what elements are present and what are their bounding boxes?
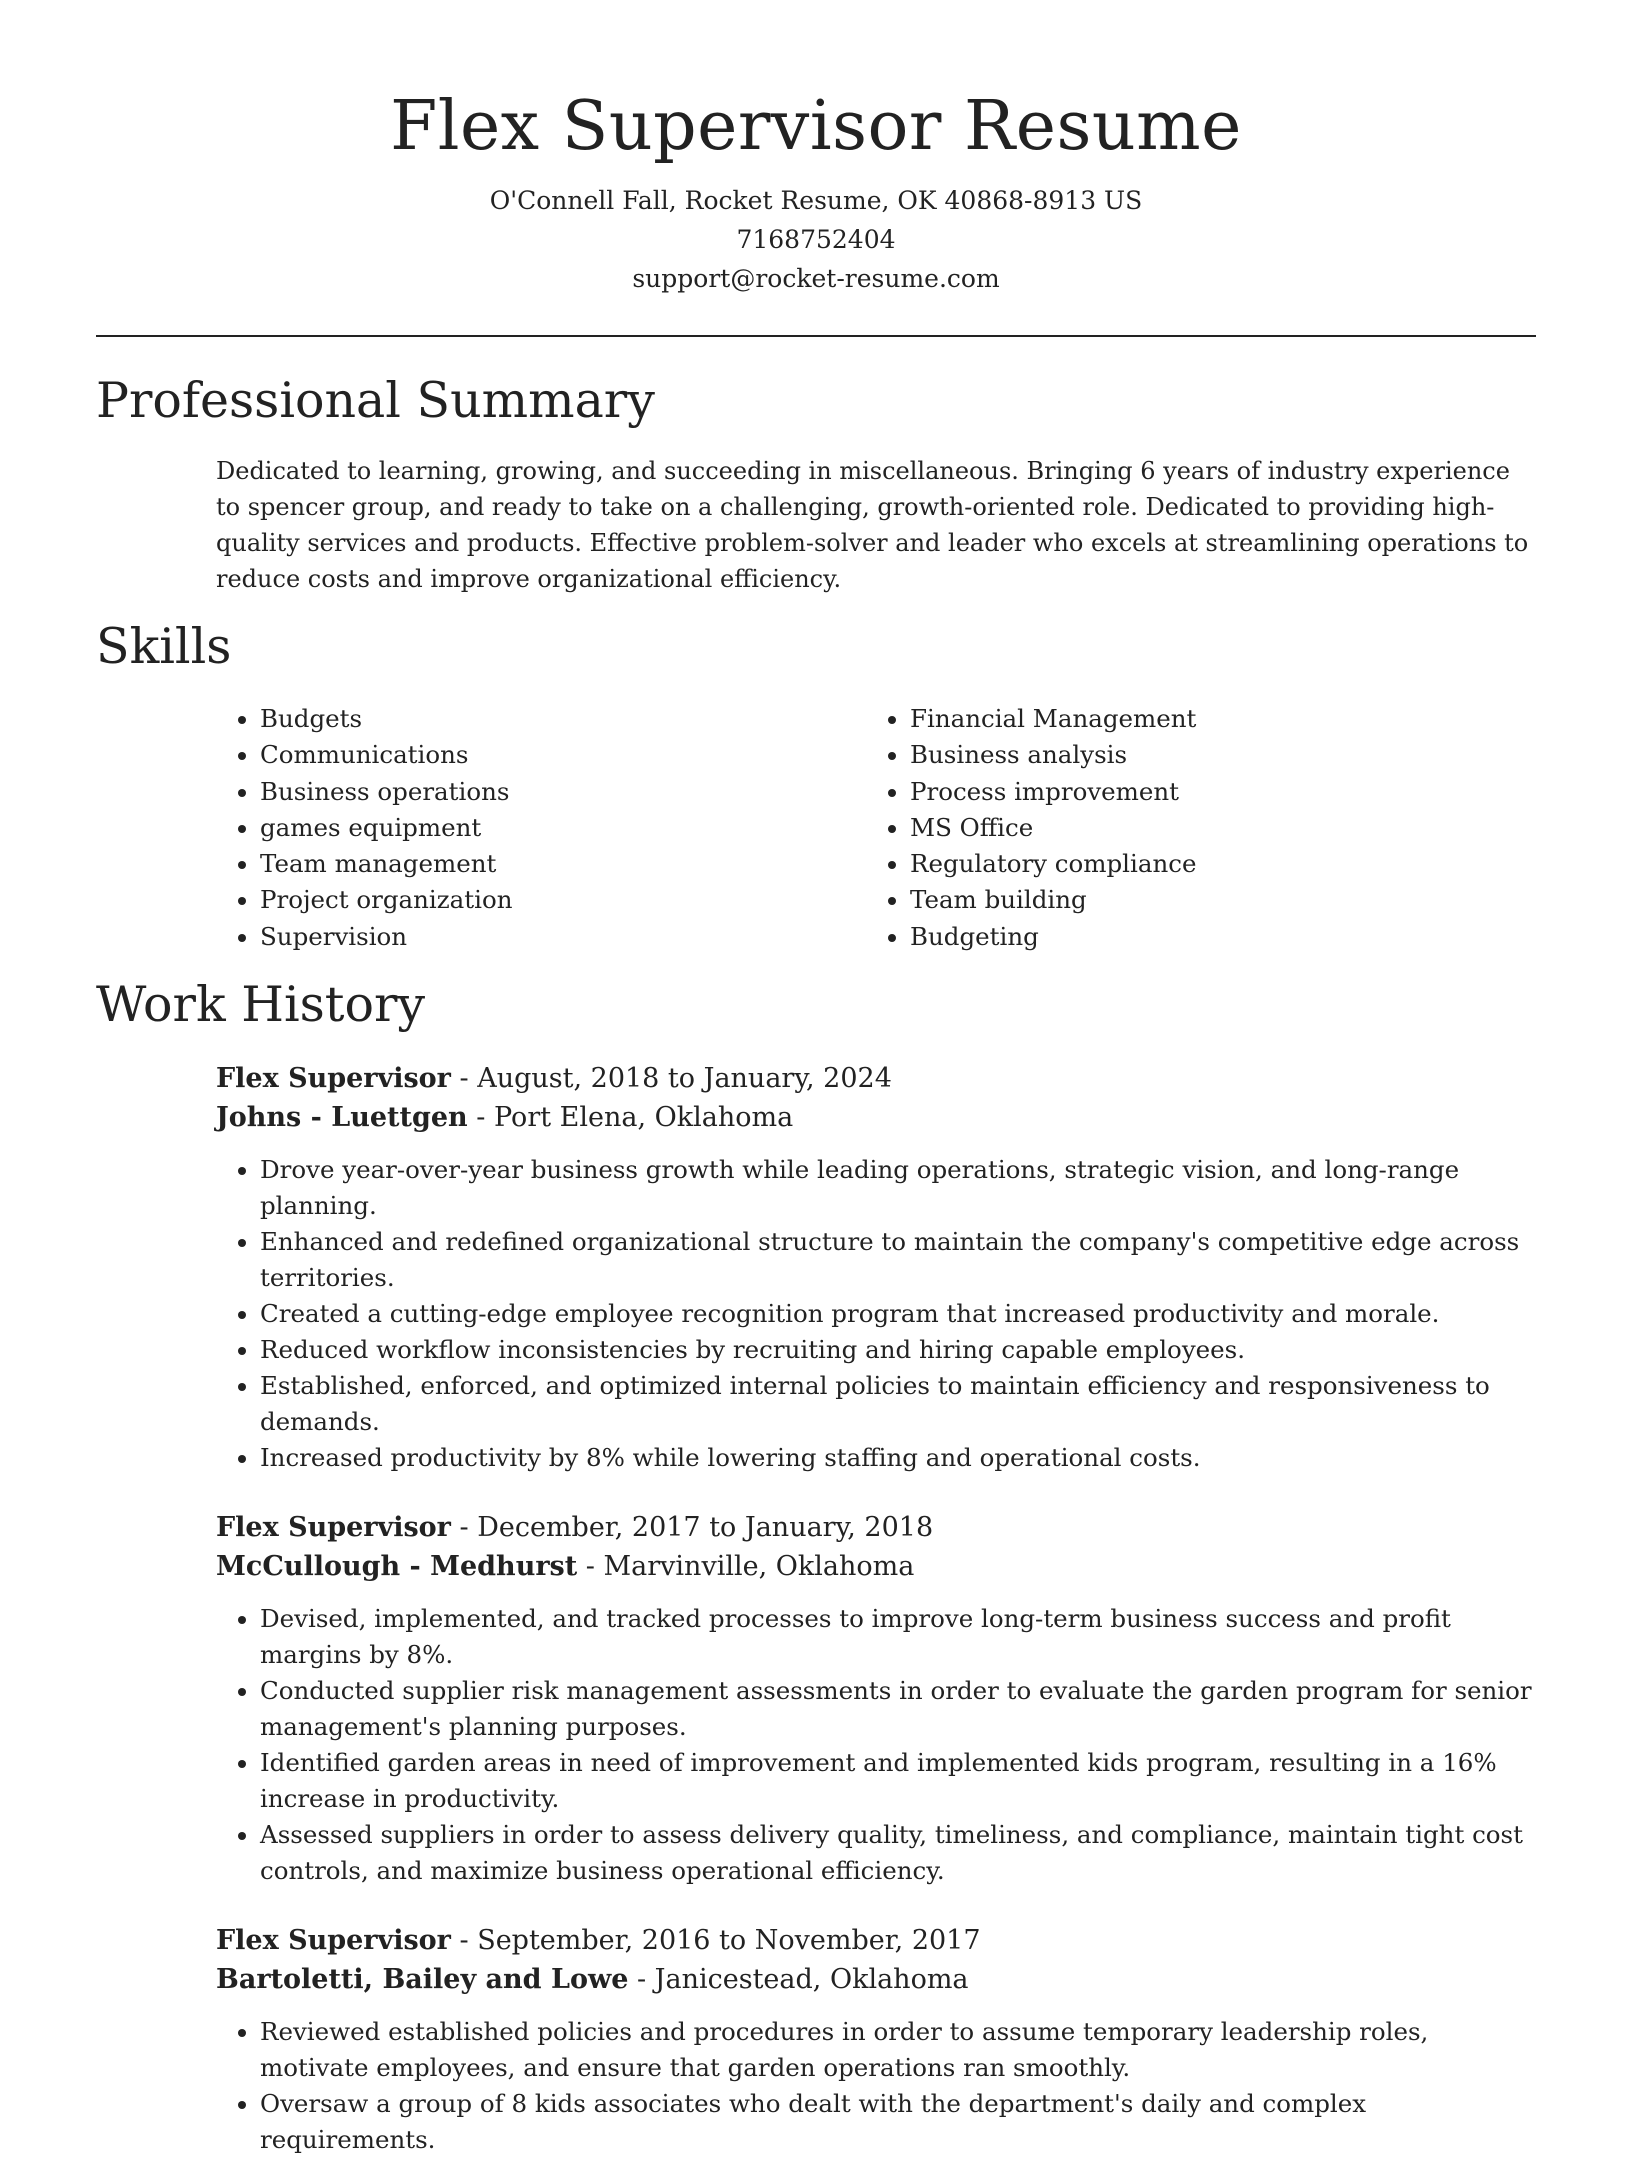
job-title: Flex Supervisor: [216, 1063, 451, 1095]
job-company: Bartoletti, Bailey and Lowe: [216, 1964, 629, 1996]
skill-item: • MS Office: [910, 810, 1516, 846]
header-divider: [96, 335, 1536, 337]
job-bullet: • Devised, implemented, and tracked processes to improve long-term business success and profit margins by 8%.: [260, 1601, 1536, 1673]
job-title-line: Flex Supervisor - September, 2016 to November, 2017: [216, 1925, 981, 1957]
job-bullets: [216, 1152, 1536, 1476]
job-dates: August, 2018 to January, 2024: [477, 1063, 892, 1095]
skills-column-right: [866, 701, 1516, 955]
job-bullet: • Identified garden areas in need of improvement and implemented kids program, resulting in a 16% increase in productivity.: [260, 1745, 1536, 1817]
job-entry: [216, 1508, 1536, 1889]
skill-item: • games equipment: [260, 810, 866, 846]
job-bullet: • Increased productivity by 8% while lowering staffing and operational costs.: [260, 1440, 1536, 1476]
job-bullets: [216, 2014, 1536, 2158]
skill-item: • Communications: [260, 737, 866, 773]
contact-phone: 7168752404: [736, 225, 896, 254]
job-location: Janicestead, Oklahoma: [654, 1964, 969, 1996]
job-company: Johns - Luettgen: [216, 1102, 468, 1134]
job-dates: December, 2017 to January, 2018: [477, 1512, 934, 1544]
job-bullet: • Enhanced and redefined organizational structure to maintain the company's competitive edge across territories.: [260, 1224, 1536, 1296]
skill-item: • Team building: [910, 882, 1516, 918]
skill-item: • Process improvement: [910, 774, 1516, 810]
job-bullet: • Reviewed established policies and procedures in order to assume temporary leadership roles, motivate employees, and ensure that garden operations ran smoothly.: [260, 2014, 1536, 2086]
contact-email: support@rocket-resume.com: [632, 264, 1000, 293]
job-entry: [216, 1059, 1536, 1476]
resume-header: [96, 0, 1536, 298]
job-location: Port Elena, Oklahoma: [493, 1102, 794, 1134]
job-bullet: • Assessed suppliers in order to assess delivery quality, timeliness, and compliance, maintain tight cost controls, and maximize business operational efficiency.: [260, 1817, 1536, 1889]
job-title: Flex Supervisor: [216, 1512, 451, 1544]
job-bullet: • Reduced workflow inconsistencies by recruiting and hiring capable employees.: [260, 1332, 1536, 1368]
job-dates: September, 2016 to November, 2017: [477, 1925, 981, 1957]
skills-list: [216, 701, 1536, 955]
job-company-line: Bartoletti, Bailey and Lowe - Janicestead, Oklahoma: [216, 1964, 969, 1996]
skill-item: • Business operations: [260, 774, 866, 810]
job-bullet: • Created a cutting-edge employee recognition program that increased productivity and morale.: [260, 1296, 1536, 1332]
job-bullets: [216, 1601, 1536, 1889]
work-history-heading: Work History: [96, 976, 426, 1034]
resume-title: Flex Supervisor Resume: [390, 87, 1242, 166]
skill-item: • Financial Management: [910, 701, 1516, 737]
job-title-line: Flex Supervisor - August, 2018 to January, 2024: [216, 1063, 892, 1095]
resume-page: [96, 0, 1536, 2158]
skill-item: • Supervision: [260, 919, 866, 955]
job-bullet: • Drove year-over-year business growth while leading operations, strategic vision, and long-range planning.: [260, 1152, 1536, 1224]
skill-item: • Business analysis: [910, 737, 1516, 773]
job-location: Marvinville, Oklahoma: [603, 1551, 915, 1583]
skills-column-left: [216, 701, 866, 955]
job-company: McCullough - Medhurst: [216, 1551, 578, 1583]
skill-item: • Budgets: [260, 701, 866, 737]
skill-item: • Regulatory compliance: [910, 846, 1516, 882]
job-company-line: Johns - Luettgen - Port Elena, Oklahoma: [216, 1102, 794, 1134]
job-bullet: • Established, enforced, and optimized internal policies to maintain efficiency and responsiveness to demands.: [260, 1368, 1536, 1440]
job-bullet: • Conducted supplier risk management assessments in order to evaluate the garden program for senior management's planning purposes.: [260, 1673, 1536, 1745]
skill-item: • Budgeting: [910, 919, 1516, 955]
job-title: Flex Supervisor: [216, 1925, 451, 1957]
summary-heading: Professional Summary: [96, 372, 655, 429]
job-company-line: McCullough - Medhurst - Marvinville, Oklahoma: [216, 1551, 915, 1583]
summary-text: Dedicated to learning, growing, and succeeding in miscellaneous. Bringing 6 years of industry experience to spencer group, and ready to take on a challenging, growth-oriented role. Dedicated to providing high-quality services and products. Effective problem-solver and leader who excels at streamlining operations to reduce costs and improve organizational efficiency.: [216, 457, 1529, 593]
contact-block: [96, 181, 1536, 298]
skill-item: • Team management: [260, 846, 866, 882]
contact-address: O'Connell Fall, Rocket Resume, OK 40868-8913 US: [489, 186, 1143, 215]
job-entry: [216, 1921, 1536, 2158]
skill-item: • Project organization: [260, 882, 866, 918]
skills-heading: Skills: [96, 618, 232, 675]
job-title-line: Flex Supervisor - December, 2017 to January, 2018: [216, 1512, 934, 1544]
job-bullet: • Oversaw a group of 8 kids associates who dealt with the department's daily and complex requirements.: [260, 2086, 1536, 2158]
